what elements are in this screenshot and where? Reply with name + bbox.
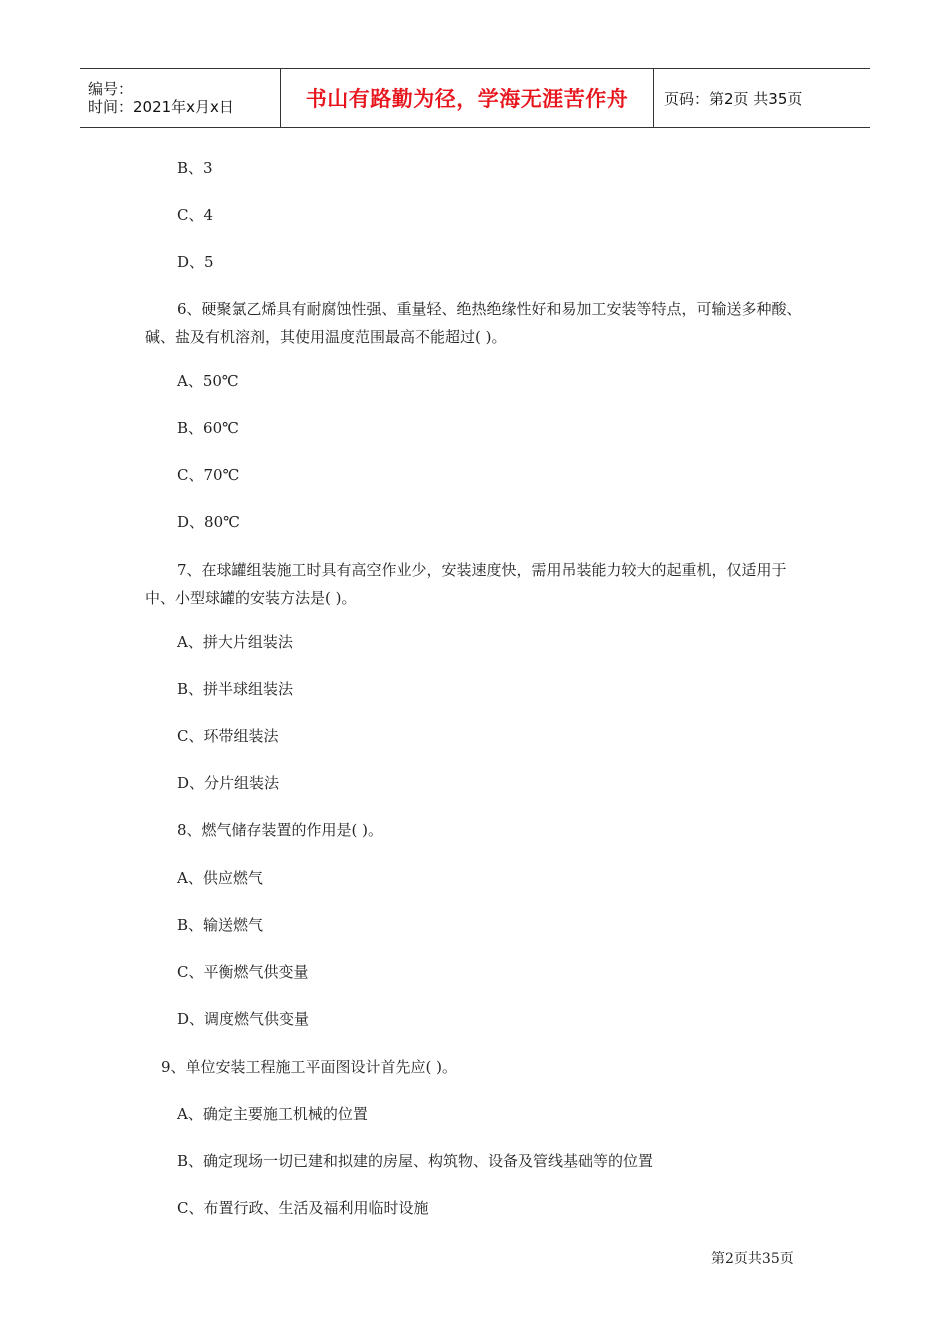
option-d-q8: D、调度燃气供变量: [177, 1010, 310, 1028]
option-d-q7: D、分片组装法: [177, 774, 280, 792]
header-meta: [80, 69, 281, 127]
option-b-q5: B、3: [177, 159, 213, 177]
header-page-number: 页码：第2页 共35页: [664, 89, 803, 108]
question-6: 6、硬聚氯乙烯具有耐腐蚀性强、重量轻、绝热绝缘性好和易加工安装等特点，可输送多种酸、碱、盐及有机溶剂，其使用温度范围最高不能超过( )。: [145, 300, 802, 346]
option-b-q8: B、输送燃气: [177, 916, 264, 934]
option-a-q9: A、确定主要施工机械的位置: [177, 1105, 368, 1123]
option-a-q8: A、供应燃气: [177, 869, 263, 887]
time-label: 时间：2021年x月x日: [88, 98, 234, 116]
option-c-q7: C、环带组装法: [177, 727, 279, 745]
question-9: 9、单位安装工程施工平面图设计首先应( )。: [161, 1058, 458, 1076]
option-c-q5: C、4: [177, 206, 214, 224]
question-8: 8、燃气储存装置的作用是( )。: [177, 821, 384, 839]
option-d-q5: D、5: [177, 253, 214, 271]
page-header: [80, 68, 870, 128]
header-motto: 书山有路勤为径，学海无涯苦作舟: [281, 69, 654, 127]
option-b-q9: B、确定现场一切已建和拟建的房屋、构筑物、设备及管线基础等的位置: [177, 1152, 654, 1170]
option-b-q7: B、拼半球组装法: [177, 680, 294, 698]
page-footer: 第2页共35页: [711, 1251, 794, 1267]
option-c-q9: C、布置行政、生活及福利用临时设施: [177, 1199, 429, 1217]
option-c-q6: C、70℃: [177, 466, 240, 484]
number-label: 编号：: [88, 80, 134, 98]
option-d-q6: D、80℃: [177, 513, 240, 531]
option-a-q6: A、50℃: [177, 372, 239, 390]
question-7: 7、在球罐组装施工时具有高空作业少，安装速度快，需用吊装能力较大的起重机，仅适用于中、小型球罐的安装方法是( )。: [145, 561, 787, 607]
option-b-q6: B、60℃: [177, 419, 239, 437]
option-c-q8: C、平衡燃气供变量: [177, 963, 309, 981]
option-a-q7: A、拼大片组装法: [177, 633, 293, 651]
